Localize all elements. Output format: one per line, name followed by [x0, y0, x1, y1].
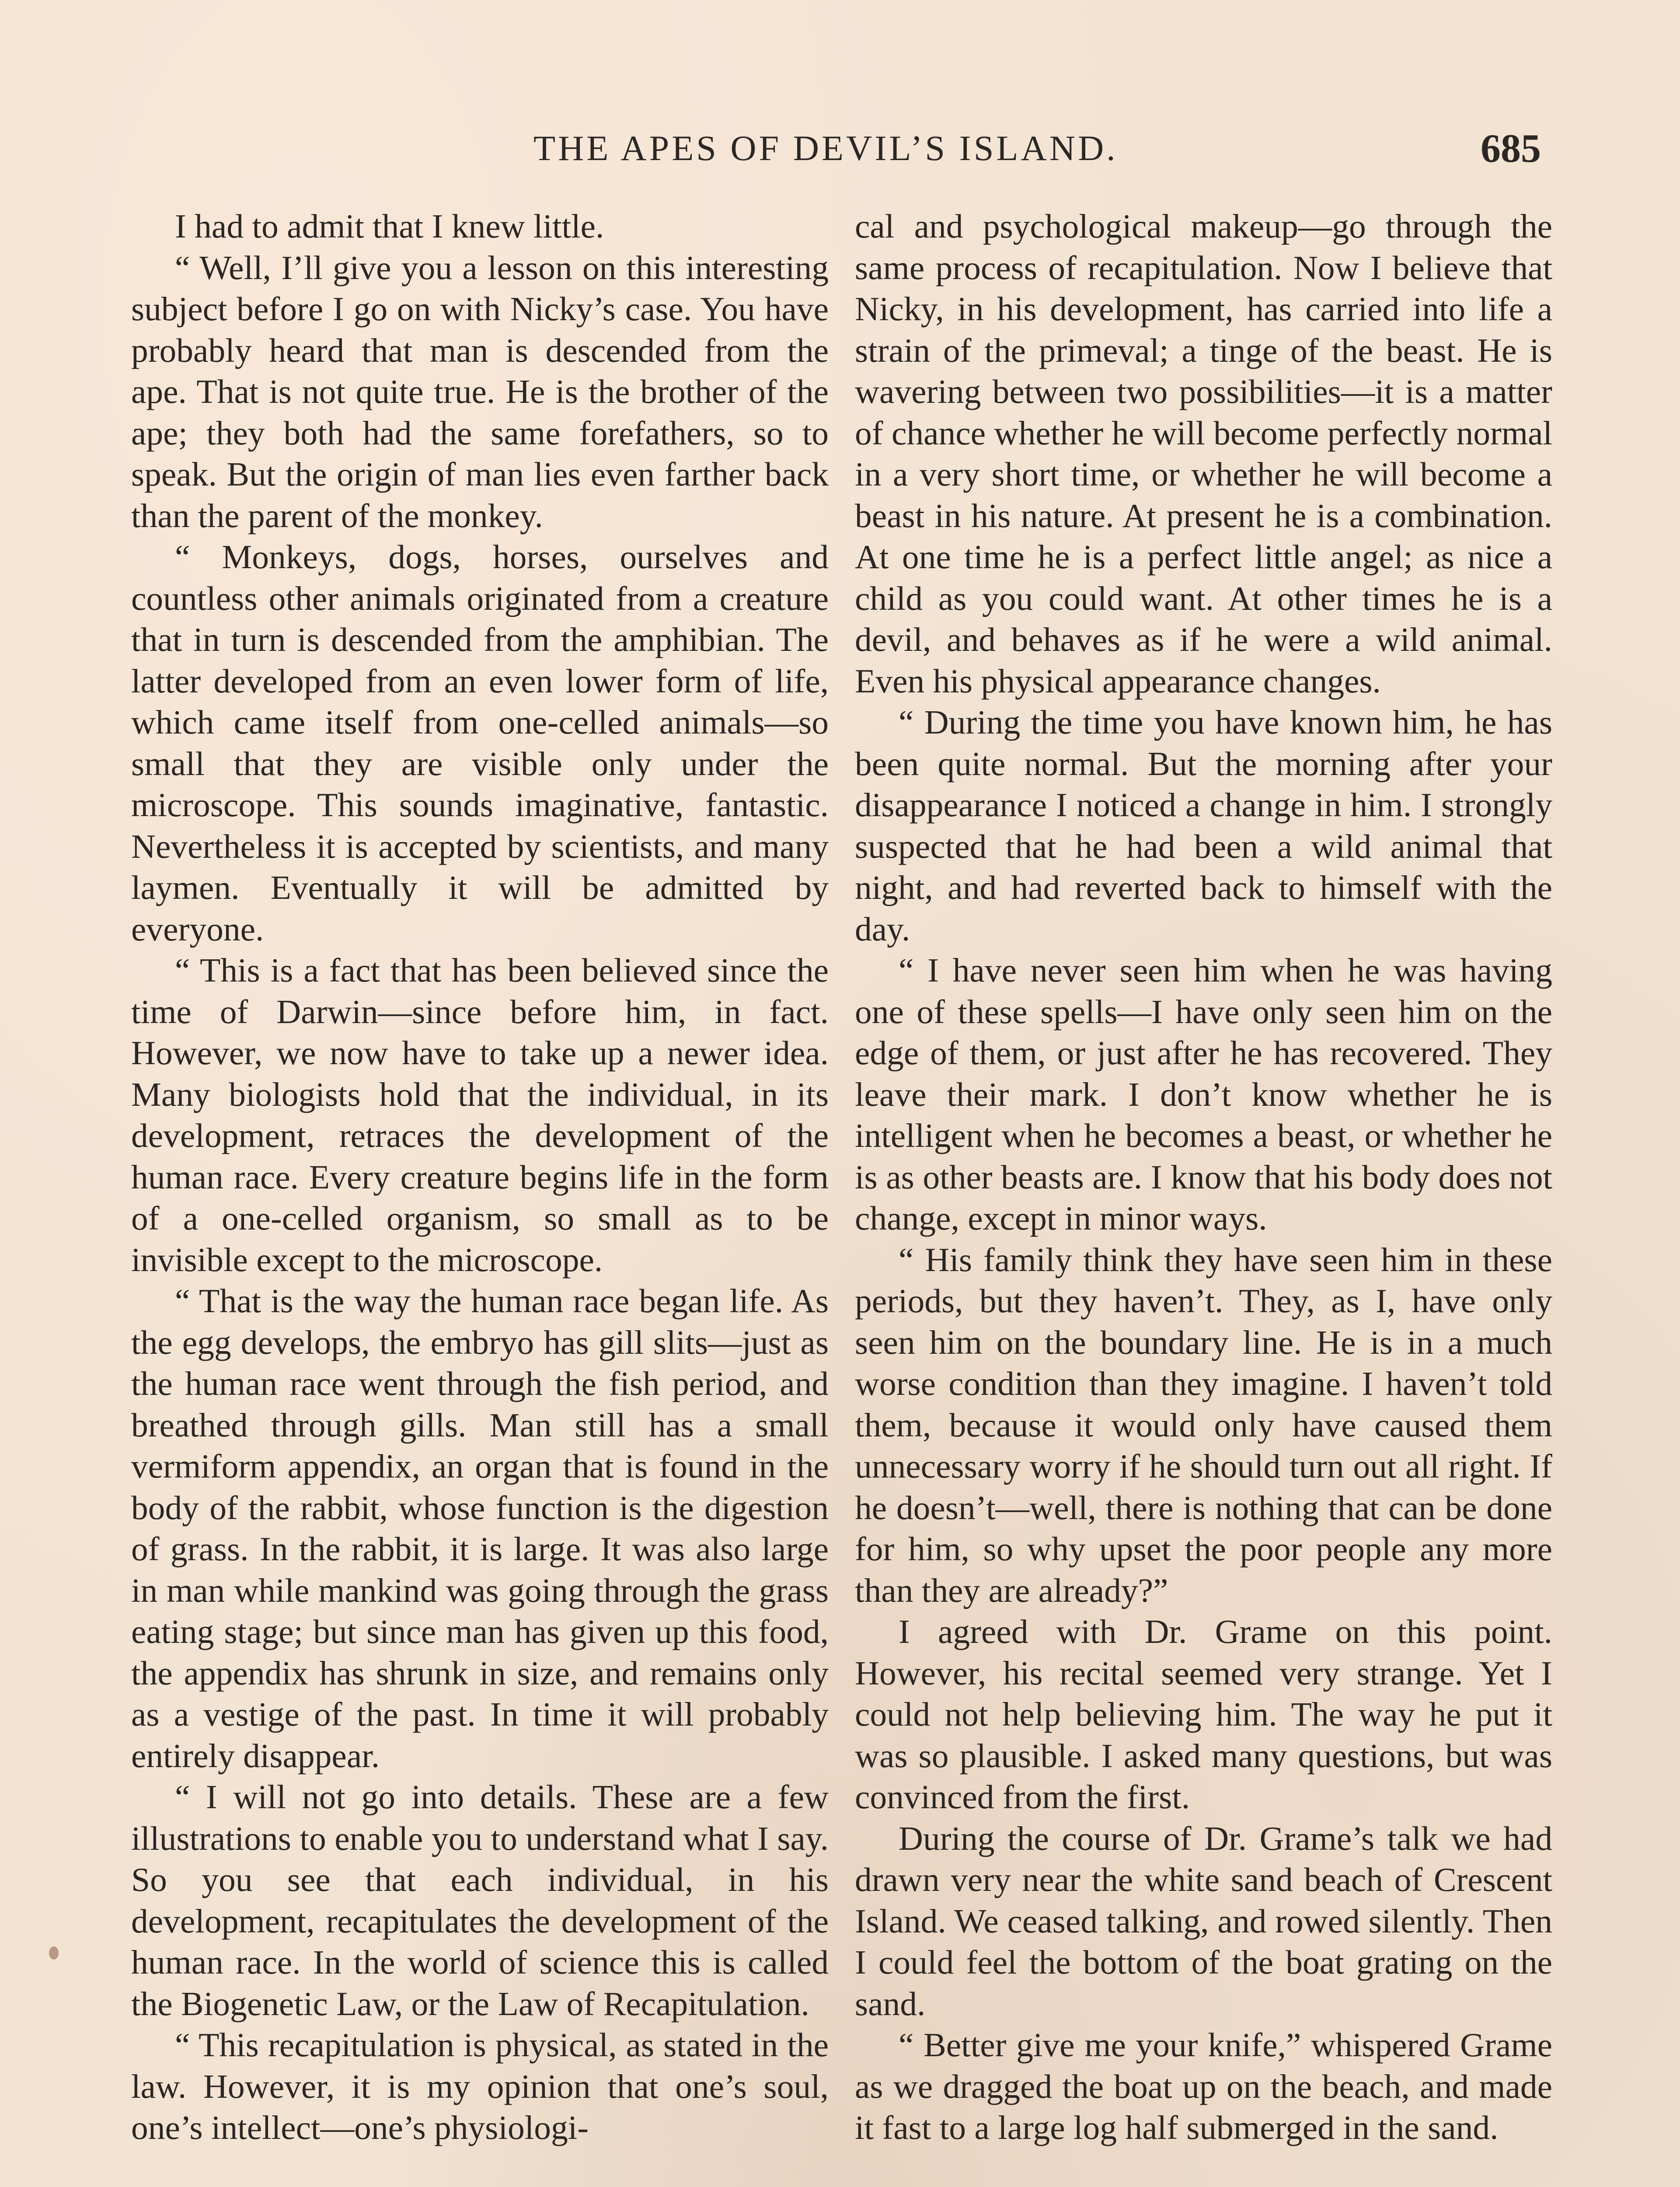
paragraph: “ Well, I’ll give you a lesson on this interesting subject before I go on with Nicky’s case. You have probably heard that man is descended from the ape. That is not quite true. He is the brother of the ape; they both had the same forefathers, so to speak. But the origin of man lies even farther back than the parent of the monkey. — [131, 248, 829, 535]
paper-speck — [49, 1946, 59, 1960]
paragraph: I had to admit that I knew little. — [175, 207, 604, 245]
paragraph: “ During the time you have known him, he has been quite normal. But the morning after your disappearance I noticed a change in him. I strongly suspected that he had been a wild animal that night, and had reverted back to himself with the day. — [855, 703, 1552, 948]
left-text-column — [131, 206, 829, 2149]
right-text-column — [855, 206, 1552, 2149]
paragraph: “ This is a fact that has been believed since the time of Darwin—since before him, in fact. However, we now have to take up a newer idea. Many biologists hold that the individual, in its development, retraces the development of the human race. Every creature begins life in the form of a one-celled organism, so small as to be invisible except to the microscope. — [131, 951, 829, 1279]
paragraph: “ This recapitulation is physical, as stated in the law. However, it is my opinion that one’s soul, one’s intellect—one’s physiologi- — [131, 2026, 829, 2146]
paragraph: During the course of Dr. Grame’s talk we had drawn very near the white sand beach of Crescent Island. We ceased talking, and rowed silently. Then I could feel the bottom of the boat grating on the sand. — [855, 1819, 1552, 2023]
running-title: THE APES OF DEVIL’S ISLAND. — [533, 128, 1118, 168]
paragraph: “ His family think they have seen him in these periods, but they haven’t. They, as I, have only seen him on the boundary line. He is in a much worse condition than they imagine. I haven’t told them, because it would only have caused them unnecessary worry if he should turn out all right. If he doesn’t—well, there is nothing that can be done for him, so why upset the poor people any more than they are already?” — [855, 1240, 1552, 1609]
paragraph: “ That is the way the human race began life. As the egg develops, the embryo has gill slits—just as the human race went through the fish period, and breathed through gills. Man still has a small vermiform appendix, an organ that is found in the body of the rabbit, whose function is the digestion of grass. In the rabbit, it is large. It was also large in man while mankind was going through the grass eating stage; but since man has given up this food, the appendix has shrunk in size, and remains only as a vestige of the past. In time it will probably entirely disappear. — [131, 1282, 829, 1775]
paragraph: “ Better give me your knife,” whispered Grame as we dragged the boat up on the beach, and made it fast to a large log half submerged in the sand. — [855, 2026, 1552, 2146]
page-number: 685 — [1481, 126, 1541, 171]
paragraph: cal and psychological makeup—go through the same process of recapitulation. Now I believe that Nicky, in his development, has carried into life a strain of the primeval; a tinge of the beast. He is wavering between two possibilities—it is a matter of chance whether he will become perfectly normal in a very short time, or whether he will become a beast in his nature. At present he is a combination. At one time he is a perfect little angel; as nice a child as you could want. At other times he is a devil, and behaves as if he were a wild animal. Even his physical appearance changes. — [855, 207, 1552, 700]
paragraph: I agreed with Dr. Grame on this point. However, his recital seemed very strange. Yet I could not help believing him. The way he put it was so plausible. I asked many questions, but was convinced from the first. — [855, 1613, 1552, 1816]
paragraph: “ I will not go into details. These are a few illustrations to enable you to understand what I say. So you see that each individual, in his development, recapitulates the development of the human race. In the world of science this is called the Biogenetic Law, or the Law of Recapitulation. — [131, 1778, 829, 2023]
paragraph: “ I have never seen him when he was having one of these spells—I have only seen him on the edge of them, or just after he has recovered. They leave their mark. I don’t know whether he is intelligent when he becomes a beast, or whether he is as other beasts are. I know that his body does not change, except in minor ways. — [855, 951, 1552, 1237]
paragraph: “ Monkeys, dogs, horses, ourselves and countless other animals originated from a creature that in turn is descended from the amphibian. The latter developed from an even lower form of life, which came itself from one-celled animals—so small that they are visible only under the microscope. This sounds imaginative, fantastic. Nevertheless it is accepted by scientists, and many laymen. Eventually it will be admitted by everyone. — [131, 538, 829, 948]
